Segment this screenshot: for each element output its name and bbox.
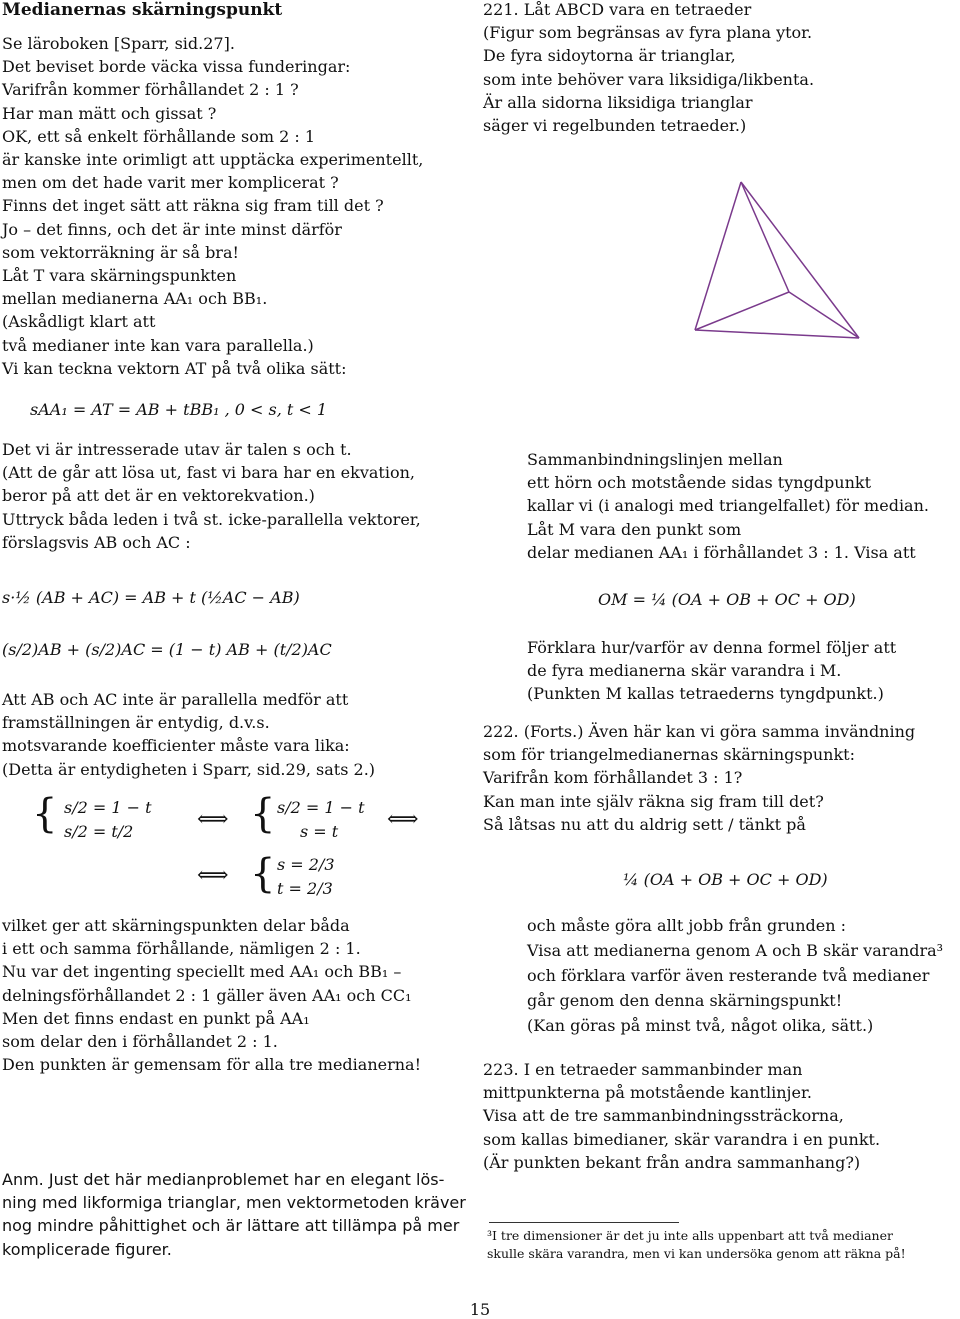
page-number: 15 bbox=[469, 1300, 491, 1319]
text-line: Anm. Just det här medianproblemet har en elegant lös- bbox=[2, 1170, 445, 1189]
text-line: motsvarande koefficienter måste vara lika: bbox=[2, 736, 350, 756]
brace-3: { bbox=[250, 851, 276, 897]
text-line: delar medianen AA₁ i förhållandet 3 : 1. Visa att bbox=[527, 542, 916, 562]
text-line: 223. I en tetraeder sammanbinder man bbox=[483, 1060, 803, 1079]
iff-symbol-3: ⟺ bbox=[197, 863, 229, 888]
text-line: som kallas bimedianer, skär varandra i en punkt. bbox=[483, 1129, 881, 1149]
text-line: Det beviset borde väcka vissa funderingar: bbox=[2, 57, 351, 77]
text-line: ett hörn och motstående sidas tyngdpunkt bbox=[527, 473, 871, 493]
text-line: som vektorräkning är så bra! bbox=[2, 242, 239, 262]
text-line: som delar den i förhållandet 2 : 1. bbox=[2, 1032, 278, 1051]
text-line: Sammanbindningslinjen mellan bbox=[527, 450, 783, 469]
text-line: de fyra medianerna skär varandra i M. bbox=[527, 661, 842, 681]
text-line: mittpunkterna på motstående kantlinjer. bbox=[483, 1083, 812, 1103]
text-line: Det vi är intresserade utav är talen s och t. bbox=[2, 440, 352, 459]
text-line: beror på att det är en vektorekvation.) bbox=[2, 486, 315, 506]
text-line: säger vi regelbunden tetraeder.) bbox=[483, 116, 747, 135]
equation-om: OM = ¼ (OA + OB + OC + OD) bbox=[598, 590, 856, 609]
text-line: Är alla sidorna liksidiga trianglar bbox=[483, 92, 753, 112]
text-line: OK, ett så enkelt förhållande som 2 : 1 bbox=[2, 126, 316, 146]
text-line: mellan medianerna AA₁ och BB₁. bbox=[2, 289, 268, 309]
text-line: (Är punkten bekant från andra sammanhang?) bbox=[483, 1152, 861, 1172]
text-line: Finns det inget sätt att räkna sig fram till det ? bbox=[2, 196, 384, 216]
text-line: Låt M vara den punkt som bbox=[527, 519, 742, 539]
text-line: i ett och samma förhållande, nämligen 2 : 1. bbox=[2, 939, 361, 959]
text-line: Låt T vara skärningspunkten bbox=[2, 266, 237, 285]
text-line: Varifrån kom förhållandet 3 : 1? bbox=[483, 768, 743, 788]
text-line: Se läroboken [Sparr, sid.27]. bbox=[2, 34, 235, 53]
brace-1: { bbox=[32, 791, 58, 837]
footnote-rule bbox=[489, 1222, 679, 1223]
tetrahedron-edge bbox=[789, 292, 859, 338]
equation-2b: (s/2)AB + (s/2)AC = (1 − t) AB + (t/2)AC bbox=[2, 640, 332, 659]
system-2-eq-2: s = t bbox=[300, 822, 339, 841]
text-line: Varifrån kommer förhållandet 2 : 1 ? bbox=[2, 80, 299, 100]
text-line: som inte behöver vara liksidiga/likbenta. bbox=[483, 69, 815, 89]
text-line: komplicerade figurer. bbox=[2, 1239, 172, 1259]
text-line: går genom den denna skärningspunkt! bbox=[527, 991, 843, 1010]
tetrahedron-edge bbox=[741, 182, 859, 338]
text-line: är kanske inte orimligt att upptäcka experimentellt, bbox=[2, 150, 424, 169]
text-line: 222. (Forts.) Även här kan vi göra samma invändning bbox=[483, 722, 916, 741]
section-title: Medianernas skärningspunkt bbox=[2, 0, 283, 20]
system-2-eq-1: s/2 = 1 − t bbox=[277, 798, 365, 817]
tetrahedron-edge bbox=[695, 292, 789, 330]
text-line: Visa att medianerna genom A och B skär varandra³ bbox=[527, 941, 944, 960]
text-line: och måste göra allt jobb från grunden : bbox=[527, 916, 846, 935]
text-line: Den punkten är gemensam för alla tre medianerna! bbox=[2, 1055, 422, 1075]
text-line: förslagsvis AB och AC : bbox=[2, 532, 191, 552]
text-line: delningsförhållandet 2 : 1 gäller även AA₁ och CC₁ bbox=[2, 985, 412, 1005]
text-line: (Att de går att lösa ut, fast vi bara har en ekvation, bbox=[2, 463, 415, 483]
text-line: framställningen är entydig, d.v.s. bbox=[2, 713, 270, 733]
text-line: Uttryck båda leden i två st. icke-parallella vektorer, bbox=[2, 509, 421, 529]
text-line: men om det hade varit mer komplicerat ? bbox=[2, 173, 339, 193]
text-line: och förklara varför även resterande två medianer bbox=[527, 966, 930, 985]
text-line: Kan man inte själv räkna sig fram till det? bbox=[483, 791, 824, 811]
iff-symbol-2: ⟺ bbox=[387, 807, 419, 832]
system-3-eq-1: s = 2/3 bbox=[277, 855, 335, 874]
system-1-eq-1: s/2 = 1 − t bbox=[64, 798, 152, 817]
equation-2a: s·½ (AB + AC) = AB + t (½AC − AB) bbox=[2, 588, 300, 607]
equation-quarter-sum: ¼ (OA + OB + OC + OD) bbox=[623, 870, 828, 889]
text-line: ning med likformiga trianglar, men vektormetoden kräver bbox=[2, 1193, 466, 1213]
text-line: Jo – det finns, och det är inte minst därför bbox=[2, 219, 342, 239]
text-line: Nu var det ingenting speciellt med AA₁ och BB₁ – bbox=[2, 962, 402, 982]
text-line: Men det finns endast en punkt på AA₁ bbox=[2, 1008, 310, 1028]
text-line: Förklara hur/varför av denna formel följer att bbox=[527, 638, 897, 657]
text-line: nog mindre påhittighet och är lättare att tillämpa på mer bbox=[2, 1216, 460, 1236]
text-line: Vi kan teckna vektorn AT på två olika sätt: bbox=[2, 358, 347, 378]
text-line: vilket ger att skärningspunkten delar båda bbox=[2, 916, 350, 935]
text-line: Visa att de tre sammanbindningssträckorna, bbox=[483, 1106, 844, 1126]
text-line: Har man mätt och gissat ? bbox=[2, 103, 217, 123]
text-line: (Kan göras på minst två, något olika, sätt.) bbox=[527, 1016, 874, 1035]
equation-1: sAA₁ = AT = AB + tBB₁ , 0 < s, t < 1 bbox=[30, 400, 328, 419]
iff-symbol-1: ⟺ bbox=[197, 807, 229, 832]
text-line: (Punkten M kallas tetraederns tyngdpunkt.) bbox=[527, 684, 884, 704]
tetrahedron-figure bbox=[693, 180, 863, 350]
text-line: (Figur som begränsas av fyra plana ytor. bbox=[483, 23, 813, 43]
system-1-eq-2: s/2 = t/2 bbox=[64, 822, 134, 841]
text-line: ³I tre dimensioner är det ju inte alls uppenbart att två medianer bbox=[487, 1228, 893, 1243]
tetrahedron-edge bbox=[695, 330, 859, 338]
text-line: Så låtsas nu att du aldrig sett / tänkt på bbox=[483, 814, 806, 834]
text-line: (Askådligt klart att bbox=[2, 312, 156, 332]
text-line: två medianer inte kan vara parallella.) bbox=[2, 335, 314, 355]
brace-2: { bbox=[250, 791, 276, 837]
text-line: som för triangelmedianernas skärningspunkt: bbox=[483, 745, 855, 765]
text-line: De fyra sidoytorna är trianglar, bbox=[483, 46, 736, 66]
text-line: kallar vi (i analogi med triangelfallet) för median. bbox=[527, 496, 929, 516]
system-3-eq-2: t = 2/3 bbox=[277, 879, 333, 898]
text-line: 221. Låt ABCD vara en tetraeder bbox=[483, 0, 752, 19]
text-line: Att AB och AC inte är parallella medför att bbox=[2, 690, 349, 709]
tetrahedron-edge bbox=[695, 182, 741, 330]
text-line: (Detta är entydigheten i Sparr, sid.29, sats 2.) bbox=[2, 759, 376, 779]
text-line: skulle skära varandra, men vi kan undersöka genom att räkna på! bbox=[487, 1246, 906, 1261]
